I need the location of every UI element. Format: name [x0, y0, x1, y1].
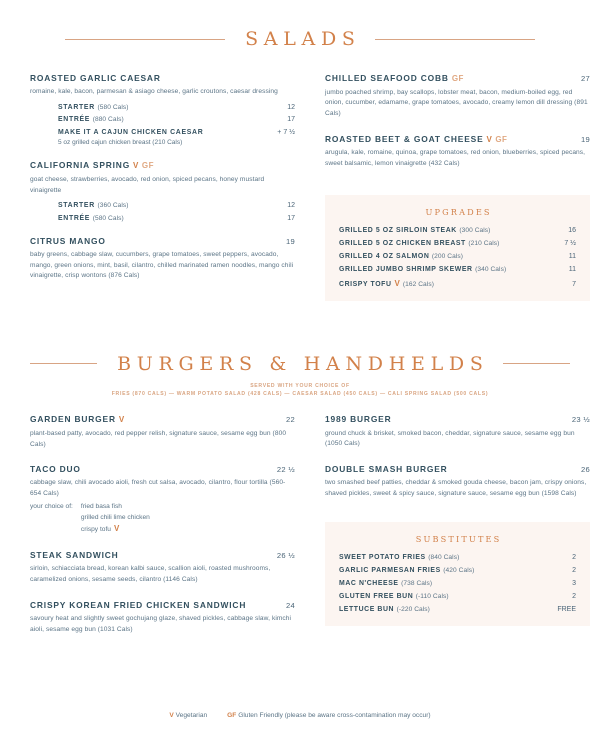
callout-row-name: GRILLED 4 OZ SALMON (200 Cals) — [339, 252, 463, 260]
served-with-note — [30, 382, 570, 400]
callout-row-calories: (840 Cals) — [428, 554, 460, 562]
callout-row-price: 2 — [572, 593, 576, 601]
menu-item-header — [30, 463, 295, 475]
menu-item-header — [325, 413, 590, 425]
option-price: 17 — [287, 116, 295, 124]
callout-row-name: CRISPY TOFU V (162 Cals) — [339, 278, 434, 288]
option-calories: (580 Cals) — [92, 214, 124, 222]
option-price: 12 — [287, 103, 295, 111]
callout-row-calories: (210 Cals) — [468, 239, 500, 247]
option-name: MAKE IT A CAJUN CHICKEN CAESAR — [58, 128, 204, 136]
menu-item-price: 26 ½ — [276, 551, 295, 561]
menu-item — [30, 413, 295, 450]
menu-item-description: ground chuck & brisket, smoked bacon, cheddar, signature sauce, sesame egg bun (1050 Cals) — [325, 429, 575, 448]
callout-row-name: SWEET POTATO FRIES (840 Cals) — [339, 554, 460, 562]
rule-right — [503, 363, 570, 364]
option-name: STARTER (580 Cals) — [58, 103, 129, 111]
menu-item-name: ROASTED GARLIC CAESAR — [30, 73, 161, 83]
callout-box-row — [339, 240, 576, 247]
callout-row-price: 3 — [572, 580, 576, 588]
section-header-burgers — [30, 353, 570, 375]
burgers-columns — [30, 413, 590, 648]
menu-item-option — [30, 129, 295, 136]
callout-box-row — [339, 227, 576, 234]
menu-item-name: ROASTED BEET & GOAT CHEESE V GF — [325, 133, 508, 144]
menu-item — [325, 413, 590, 450]
callout-box-row — [339, 580, 576, 587]
callout-row-name: GRILLED 5 OZ SIRLOIN STEAK (300 Cals) — [339, 226, 491, 234]
salads-left-column — [30, 72, 295, 301]
menu-item — [30, 159, 295, 221]
callout-box-title: UPGRADES — [425, 206, 492, 217]
menu-item-description: arugula, kale, romaine, quinoa, grape tomatoes, red onion, blueberries, spiced pecans, sweet balsamic, lemon vinaigrette (432 Cals) — [325, 149, 586, 167]
menu-item-description: plant-based patty, avocado, red pepper relish, signature sauce, sesame egg bun (800 Cals) — [30, 429, 287, 448]
gluten-friendly-icon: GF — [495, 134, 508, 144]
menu-item-choices — [30, 502, 295, 536]
burgers-right-column — [325, 413, 590, 648]
callout-row-calories: (200 Cals) — [431, 252, 463, 260]
menu-item-price: 22 — [285, 415, 295, 425]
legend-vegetarian — [169, 712, 207, 719]
callout-row-name: LETTUCE BUN (-220 Cals) — [339, 606, 430, 614]
menu-item-description: baby greens, cabbage slaw, cucumbers, grape tomatoes, sweet peppers, avocado, mango, green onions, mint, basil, cilantro, chilled marinated ramen noodles, mango chili vinaigrette, crisp wontons (876 Cals) — [30, 250, 294, 280]
menu-item — [30, 463, 295, 536]
option-name: STARTER (360 Cals) — [58, 202, 129, 210]
legend-gluten-friendly — [227, 712, 430, 719]
menu-item-name: CITRUS MANGO — [30, 235, 106, 246]
callout-row-calories: (300 Cals) — [459, 226, 491, 234]
rule-left — [65, 39, 225, 40]
callout-box — [325, 195, 590, 301]
menu-item-price: 19 — [580, 134, 590, 144]
menu-item — [30, 599, 295, 636]
vegetarian-icon: V — [394, 278, 401, 288]
option-price: + 7 ½ — [277, 128, 295, 136]
callout-row-name: GLUTEN FREE BUN (-110 Cals) — [339, 593, 449, 601]
menu-item-header — [30, 413, 295, 426]
choice-option: crispy tofu V — [80, 524, 120, 534]
vegetarian-icon: V — [133, 161, 139, 171]
callout-box-row — [339, 567, 576, 574]
menu-item-description: romaine, kale, bacon, parmesan & asiago cheese, garlic croutons, caesar dressing — [30, 88, 278, 96]
callout-box-row — [339, 593, 576, 600]
callout-row-calories: (340 Cals) — [475, 265, 507, 273]
callout-box-row — [339, 279, 576, 288]
callout-row-price: 16 — [568, 226, 576, 234]
menu-item — [325, 463, 590, 500]
menu-item-price: 19 — [285, 236, 295, 246]
callout-box-title: SUBSTITUTES — [415, 534, 502, 545]
vegetarian-icon: V — [486, 134, 493, 144]
menu-item — [325, 133, 590, 170]
menu-item-description: sirloin, schiacciata bread, korean kalbi sauce, scallion aioli, roasted mushrooms, caramelized onions, sesame seeds, cilantro (1146 Cals) — [30, 565, 271, 583]
legend-vegetarian-label: Vegetarian — [175, 712, 208, 719]
menu-item-header — [30, 72, 295, 84]
menu-item-name: STEAK SANDWICH — [30, 550, 119, 561]
menu-item-header — [30, 235, 295, 247]
callout-box-row — [339, 606, 576, 613]
menu-item-name: 1989 BURGER — [325, 414, 392, 425]
menu-item — [30, 235, 295, 282]
callout-row-calories: (-220 Cals) — [396, 606, 430, 614]
menu-item-header — [325, 133, 590, 146]
menu-item-options — [30, 202, 295, 222]
menu-item-price: 26 — [580, 464, 590, 474]
menu-item-option — [30, 104, 295, 111]
callout-row-price: FREE — [557, 606, 576, 614]
section-header-salads — [30, 28, 570, 50]
option-note: 5 oz grilled cajun chicken breast (210 Cals) — [58, 139, 183, 147]
menu-item-header — [30, 159, 295, 172]
menu-item-header — [30, 599, 295, 611]
legend-gluten-friendly-label: Gluten Friendly (please be aware cross-contamination may occur) — [238, 712, 431, 719]
menu-item-description: goat cheese, strawberries, avocado, red onion, spiced pecans, honey mustard vinaigrette — [30, 175, 265, 194]
option-calories: (360 Cals) — [97, 202, 129, 210]
menu-item-price: 27 — [580, 74, 590, 83]
callout-box — [325, 522, 590, 626]
callout-row-calories: (420 Cals) — [443, 567, 475, 575]
menu-item-description: cabbage slaw, chili avocado aioli, fresh cut salsa, avocado, cilantro, flour tortilla (560-654 Cals) — [30, 479, 286, 498]
option-name: ENTRÉE (880 Cals) — [58, 116, 124, 124]
menu-item — [325, 72, 590, 120]
menu-item-name: CALIFORNIA SPRING V GF — [30, 160, 154, 171]
choice-label: your choice of: — [30, 502, 73, 510]
menu-item-name: GARDEN BURGER V — [30, 414, 125, 425]
option-calories: (880 Cals) — [92, 116, 124, 124]
menu-item-description: jumbo poached shrimp, bay scallops, lobster meat, bacon, medium-boiled egg, red onion, cucumber, edamame, grape tomatoes, avocado, creamy lemon dill dressing (891 Cals) — [325, 88, 588, 117]
option-price: 17 — [287, 214, 295, 222]
rule-left — [30, 363, 97, 364]
gluten-friendly-icon: GF — [141, 161, 154, 171]
callout-box-row — [339, 253, 576, 260]
option-calories: (580 Cals) — [97, 103, 129, 111]
callout-row-name: GRILLED 5 OZ CHICKEN BREAST (210 Cals) — [339, 239, 500, 247]
callout-row-calories: (738 Cals) — [401, 580, 433, 588]
menu-item-description: two smashed beef patties, cheddar & smoked gouda cheese, bacon jam, crispy onions, shaved pickles, sweet & spicy sauce, signature sauce, sesame egg bun (1598 Cals) — [325, 479, 587, 497]
menu-item-name: CHILLED SEAFOOD COBB GF — [325, 73, 464, 83]
callout-row-price: 7 ½ — [564, 239, 576, 247]
menu-item-name: TACO DUO — [30, 464, 81, 475]
callout-row-price: 7 — [572, 280, 576, 288]
legend-footer — [0, 712, 600, 719]
gluten-friendly-icon: GF — [451, 74, 464, 83]
menu-item-name: CRISPY KOREAN FRIED CHICKEN SANDWICH — [30, 599, 247, 610]
callout-row-price: 2 — [572, 554, 576, 562]
callout-row-name: GRILLED JUMBO SHRIMP SKEWER (340 Cals) — [339, 265, 507, 273]
menu-item — [30, 72, 295, 146]
menu-item-price: 24 — [285, 600, 295, 610]
callout-row-price: 2 — [572, 567, 576, 575]
callout-row-calories: (162 Cals) — [402, 280, 434, 288]
option-name: ENTRÉE (580 Cals) — [58, 214, 124, 222]
salads-right-column — [325, 72, 590, 301]
menu-item-header — [325, 72, 590, 85]
gluten-friendly-icon: GF — [227, 712, 237, 719]
menu-item-price: 23 ½ — [571, 415, 590, 425]
vegetarian-icon: V — [169, 712, 174, 719]
menu-item-description: savoury heat and slightly sweet gochujang glaze, shaved pickles, cabbage slaw, kimchi aioli, sesame egg bun (1031 Cals) — [30, 614, 292, 633]
choice-option: fried basa fish — [80, 502, 122, 510]
section-title-salads: SALADS — [245, 28, 361, 50]
menu-item-option — [30, 202, 295, 209]
burgers-left-column — [30, 413, 295, 648]
callout-row-price: 11 — [568, 265, 576, 273]
salads-columns — [30, 72, 590, 301]
menu-item — [30, 549, 295, 586]
choice-option: grilled chili lime chicken — [80, 513, 150, 521]
vegetarian-icon: V — [118, 415, 125, 425]
callout-row-name: MAC N'CHEESE (738 Cals) — [339, 580, 433, 588]
menu-item-header — [30, 549, 295, 561]
callout-row-name: GARLIC PARMESAN FRIES (420 Cals) — [339, 567, 475, 575]
served-with-line-2: FRIES (870 CALS) — WARM POTATO SALAD (428 CALS) — CAESAR SALAD (450 CALS) — CALI SPRING SALAD (500 CALS) — [111, 391, 489, 398]
callout-box-row — [339, 266, 576, 273]
served-with-line-1: SERVED WITH YOUR CHOICE OF — [250, 382, 350, 389]
menu-item-options — [30, 104, 295, 147]
menu-item-price: 22 ½ — [276, 465, 295, 475]
callout-box-row — [339, 554, 576, 561]
section-title-burgers: BURGERS & HANDHELDS — [117, 352, 489, 375]
menu-item-option — [30, 116, 295, 123]
menu-item-header — [325, 463, 590, 475]
vegetarian-icon: V — [113, 524, 120, 534]
menu-item-name: DOUBLE SMASH BURGER — [325, 463, 448, 474]
callout-row-calories: (-110 Cals) — [415, 593, 449, 601]
menu-item-option — [30, 215, 295, 222]
option-price: 12 — [287, 202, 295, 210]
callout-row-price: 11 — [568, 252, 576, 260]
rule-right — [375, 39, 535, 40]
